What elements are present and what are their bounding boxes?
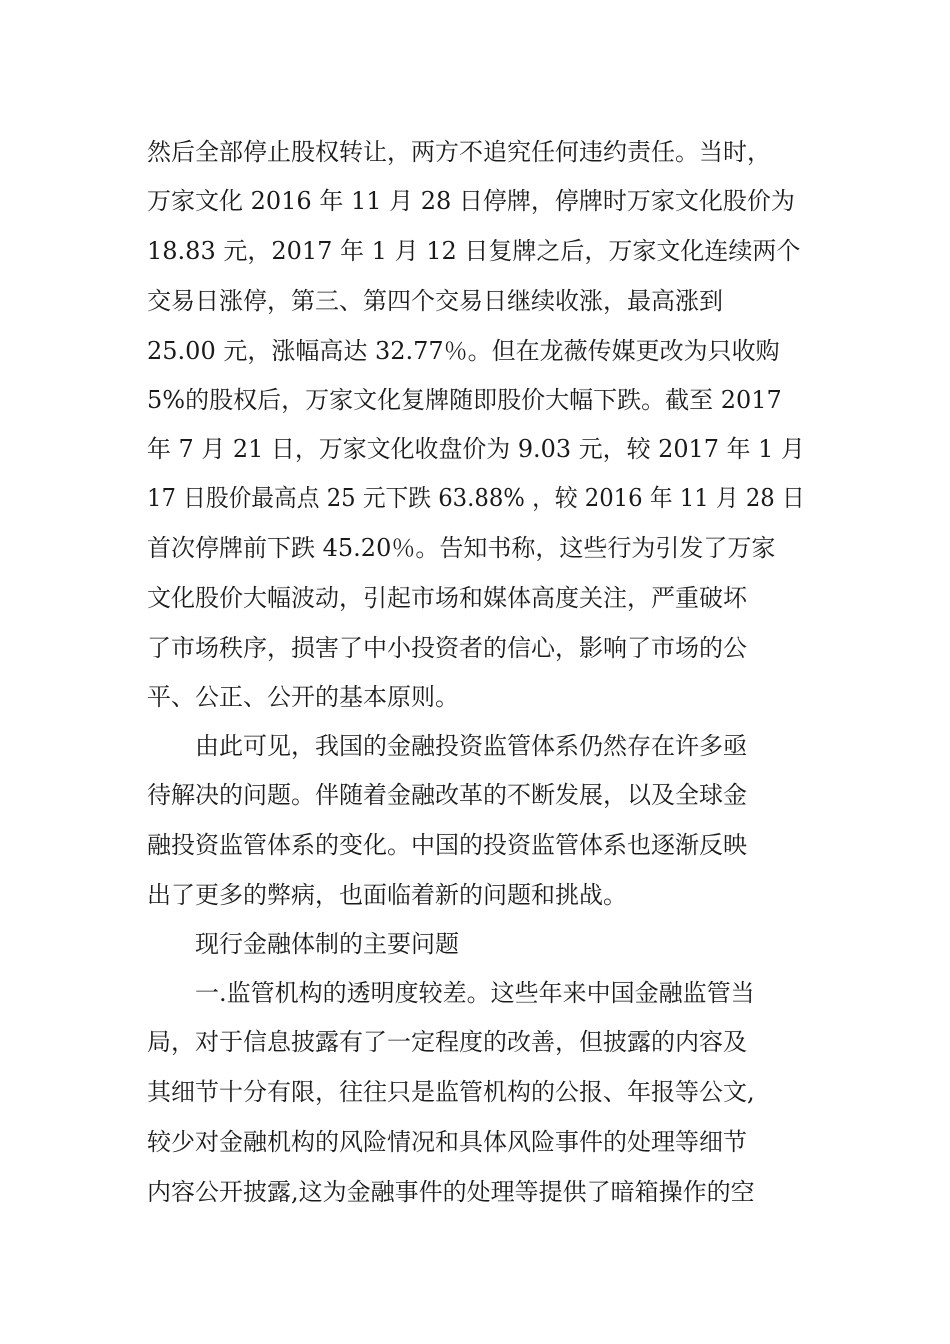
text-line: 出了更多的弊病，也面临着新的问题和挑战。 bbox=[147, 881, 627, 909]
text-line: 融投资监管体系的变化。中国的投资监管体系也逐渐反映 bbox=[147, 831, 747, 859]
text-line: 较少对金融机构的风险情况和具体风险事件的处理等细节 bbox=[147, 1128, 747, 1156]
text-line: 首次停牌前下跌 45.20％。告知书称，这些行为引发了万家 bbox=[147, 534, 776, 562]
text-line: 由此可见，我国的金融投资监管体系仍然存在许多亟 bbox=[195, 732, 747, 760]
text-line: 了市场秩序，损害了中小投资者的信心，影响了市场的公 bbox=[147, 634, 747, 662]
text-line: 交易日涨停，第三、第四个交易日继续收涨，最高涨到 bbox=[147, 287, 723, 315]
text-line: 文化股价大幅波动，引起市场和媒体高度关注，严重破坏 bbox=[147, 584, 747, 612]
text-line: 内容公开披露,这为金融事件的处理等提供了暗箱操作的空 bbox=[147, 1178, 755, 1206]
text-line: 一.监管机构的透明度较差。这些年来中国金融监管当 bbox=[195, 979, 755, 1007]
text-line: 17 日股价最高点 25 元下跌 63.88% ，较 2016 年 11 月 28 日 bbox=[147, 484, 805, 512]
text-line: 万家文化 2016 年 11 月 28 日停牌，停牌时万家文化股价为 bbox=[147, 187, 795, 215]
text-line: 18.83 元，2017 年 1 月 12 日复牌之后，万家文化连续两个 bbox=[147, 237, 801, 265]
text-line: 待解决的问题。伴随着金融改革的不断发展，以及全球金 bbox=[147, 781, 747, 809]
text-line: 年 7 月 21 日，万家文化收盘价为 9.03 元，较 2017 年 1 月 bbox=[147, 435, 805, 463]
text-line: 5%的股权后，万家文化复牌随即股价大幅下跌。截至 2017 bbox=[147, 386, 782, 414]
text-line: 局，对于信息披露有了一定程度的改善，但披露的内容及 bbox=[147, 1028, 747, 1056]
text-line: 其细节十分有限，往往只是监管机构的公报、年报等公文, bbox=[147, 1078, 755, 1106]
text-line: 然后全部停止股权转让，两方不追究任何违约责任。当时， bbox=[147, 138, 771, 166]
section-heading: 现行金融体制的主要问题 bbox=[195, 930, 459, 958]
text-line: 25.00 元，涨幅高达 32.77％。但在龙薇传媒更改为只收购 bbox=[147, 337, 780, 365]
text-line: 平、公正、公开的基本原则。 bbox=[147, 683, 459, 711]
